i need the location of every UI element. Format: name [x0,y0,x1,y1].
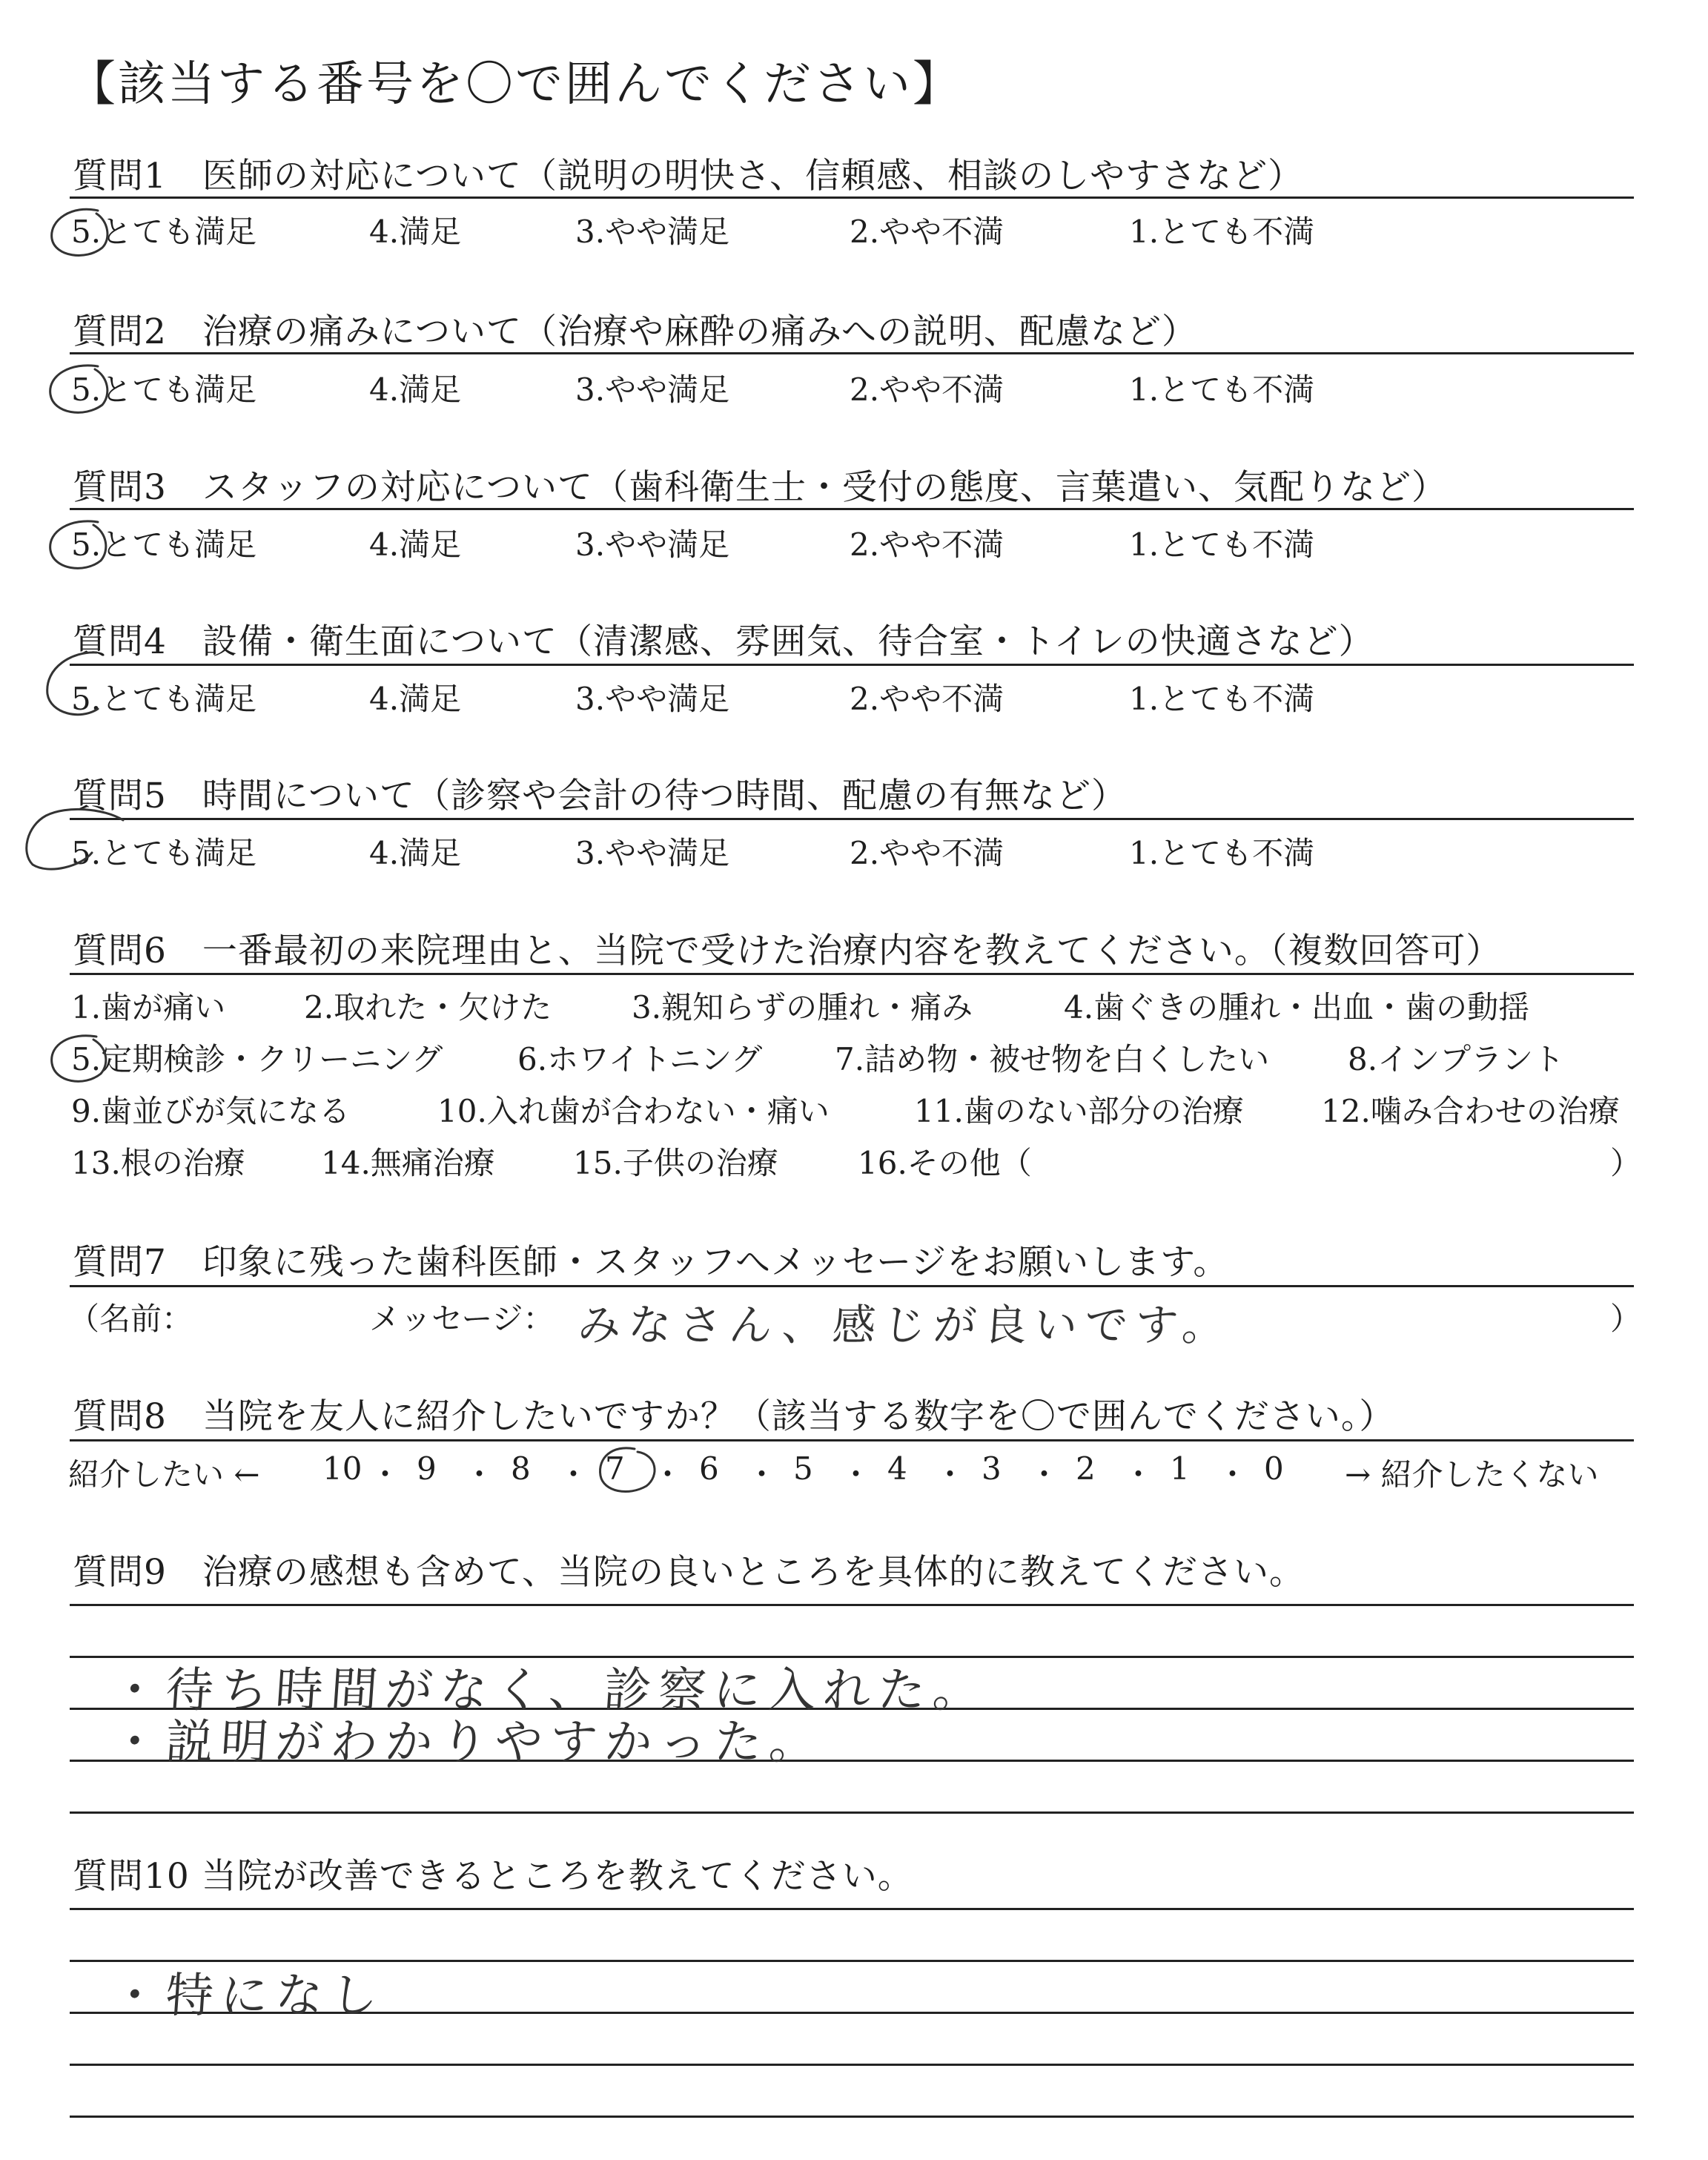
question-4-rule [70,664,1634,666]
question-4-title: 質問4 設備・衛生面について（清潔感、雰囲気、待合室・トイレの快適さなど） [73,621,1374,662]
q8-scale-4[interactable]: 4 [887,1450,907,1487]
q8-scale-0[interactable]: 0 [1264,1450,1284,1487]
q2-option-5[interactable]: 5.とても満足 [71,371,257,408]
q3-option-4[interactable]: 4.満足 [369,526,462,563]
q1-option-1[interactable]: 1.とても不満 [1129,214,1315,250]
q8-scale-2[interactable]: 2 [1076,1450,1096,1487]
question-10-line-4 [70,2064,1634,2066]
q3-option-1[interactable]: 1.とても不満 [1129,526,1315,563]
question-1-title: 質問1 医師の対応について（説明の明快さ、信頼感、相談のしやすさなど） [73,156,1304,196]
question-5-rule [70,818,1634,820]
q8-scale-separator: ・ [652,1456,683,1493]
q8-scale-3[interactable]: 3 [982,1450,1002,1487]
q4-option-1[interactable]: 1.とても不満 [1129,681,1315,717]
q8-scale-5[interactable]: 5 [793,1450,813,1487]
q8-scale-9[interactable]: 9 [417,1450,437,1487]
q10-handwritten-answer: ・特になし [108,1969,388,2024]
q6-option-7[interactable]: 7.詰め物・被せ物を白くしたい [835,1041,1270,1077]
q6-other-close-paren: ） [1610,1145,1642,1181]
q7-handwritten-message: みなさん、感じが良いです。 [576,1300,1234,1350]
q6-option-10[interactable]: 10.入れ歯が合わない・痛い [437,1093,830,1129]
q9-handwritten-answer-2: ・説明がわかりやすかった。 [108,1715,827,1770]
question-10-title: 質問10 当院が改善できるところを教えてください。 [73,1856,913,1897]
q7-name-label: （名前： [68,1301,193,1337]
q6-option-4[interactable]: 4.歯ぐきの腫れ・出血・歯の動揺 [1064,989,1530,1025]
q5-option-4[interactable]: 4.満足 [369,835,462,871]
q8-scale-separator: ・ [369,1456,401,1493]
q1-option-4[interactable]: 4.満足 [369,214,462,250]
question-9-title: 質問9 治療の感想も含めて、当院の良いところを具体的に教えてください。 [73,1552,1305,1593]
q8-scale-separator: ・ [557,1456,589,1493]
q6-option-16-other[interactable]: 16.その他（ [858,1145,1032,1181]
question-2-rule [70,352,1634,354]
q8-scale-separator: ・ [746,1456,778,1493]
q8-scale-separator: ・ [1028,1456,1060,1493]
q2-option-3[interactable]: 3.やや満足 [575,371,730,408]
question-9-line-1 [70,1604,1634,1606]
question-7-title: 質問7 印象に残った歯科医師・スタッフへメッセージをお願いします。 [73,1242,1229,1283]
q5-option-1[interactable]: 1.とても不満 [1129,835,1315,871]
q8-scale-separator: ・ [463,1456,495,1493]
q1-option-5[interactable]: 5.とても満足 [71,214,257,250]
q4-option-3[interactable]: 3.やや満足 [575,681,730,717]
q6-option-5[interactable]: 5.定期検診・クリーニング [71,1041,443,1077]
form-instruction-header: 【該当する番号を〇で囲んでください】 [68,57,962,112]
q2-option-1[interactable]: 1.とても不満 [1129,371,1315,408]
q9-handwritten-answer-1: ・待ち時間がなく、診察に入れた。 [108,1663,990,1718]
question-8-title: 質問8 当院を友人に紹介したいですか？（該当する数字を〇で囲んでください。） [73,1396,1395,1437]
question-10-line-5 [70,2116,1634,2118]
q3-option-3[interactable]: 3.やや満足 [575,526,730,563]
q6-option-9[interactable]: 9.歯並びが気になる [71,1093,351,1129]
q6-option-12[interactable]: 12.噛み合わせの治療 [1321,1093,1620,1129]
q8-right-label: → 紹介したくない [1345,1456,1599,1493]
q3-option-2[interactable]: 2.やや不満 [850,526,1004,563]
question-10-line-1 [70,1908,1634,1910]
q4-option-2[interactable]: 2.やや不満 [850,681,1004,717]
q7-message-label: メッセージ： [369,1301,555,1337]
question-8-rule [70,1439,1634,1441]
q6-option-2[interactable]: 2.取れた・欠けた [304,989,552,1025]
q2-option-2[interactable]: 2.やや不満 [850,371,1004,408]
q6-option-8[interactable]: 8.インプラント [1348,1041,1565,1077]
q1-option-3[interactable]: 3.やや満足 [575,214,730,250]
q7-close-paren: ） [1610,1301,1642,1337]
q1-option-2[interactable]: 2.やや不満 [850,214,1004,250]
q8-scale-1[interactable]: 1 [1170,1450,1190,1487]
question-9-line-5 [70,1811,1634,1814]
q5-option-5[interactable]: 5.とても満足 [71,835,257,871]
question-3-rule [70,508,1634,510]
question-3-title: 質問3 スタッフの対応について（歯科衛生士・受付の態度、言葉遣い、気配りなど） [73,467,1447,508]
q8-scale-separator: ・ [934,1456,966,1493]
q8-scale-separator: ・ [840,1456,872,1493]
question-1-rule [70,196,1634,199]
q8-scale-7[interactable]: 7 [605,1450,625,1487]
q6-option-13[interactable]: 13.根の治療 [71,1145,245,1181]
q4-option-4[interactable]: 4.満足 [369,681,462,717]
q8-scale-10[interactable]: 10 [322,1450,363,1487]
q8-scale-6[interactable]: 6 [699,1450,719,1487]
question-5-title: 質問5 時間について（診察や会計の待つ時間、配慮の有無など） [73,776,1127,816]
q6-option-1[interactable]: 1.歯が痛い [71,989,226,1025]
q8-left-label: 紹介したい ← [68,1456,260,1493]
q6-option-6[interactable]: 6.ホワイトニング [517,1041,763,1077]
q3-option-5[interactable]: 5.とても満足 [71,526,257,563]
q5-option-2[interactable]: 2.やや不満 [850,835,1004,871]
question-2-title: 質問2 治療の痛みについて（治療や麻酔の痛みへの説明、配慮など） [73,311,1198,352]
q6-option-14[interactable]: 14.無痛治療 [321,1145,495,1181]
question-7-rule [70,1285,1634,1287]
q4-option-5[interactable]: 5.とても満足 [71,681,257,717]
q6-option-3[interactable]: 3.親知らずの腫れ・痛み [632,989,973,1025]
q6-option-11[interactable]: 11.歯のない部分の治療 [914,1093,1244,1129]
q8-scale-8[interactable]: 8 [511,1450,531,1487]
q6-option-15[interactable]: 15.子供の治療 [573,1145,778,1181]
q8-scale-separator: ・ [1122,1456,1154,1493]
q2-option-4[interactable]: 4.満足 [369,371,462,408]
q8-scale-separator: ・ [1217,1456,1248,1493]
q5-option-3[interactable]: 3.やや満足 [575,835,730,871]
question-6-title: 質問6 一番最初の来院理由と、当院で受けた治療内容を教えてください。（複数回答可） [73,931,1502,971]
question-6-rule [70,973,1634,975]
